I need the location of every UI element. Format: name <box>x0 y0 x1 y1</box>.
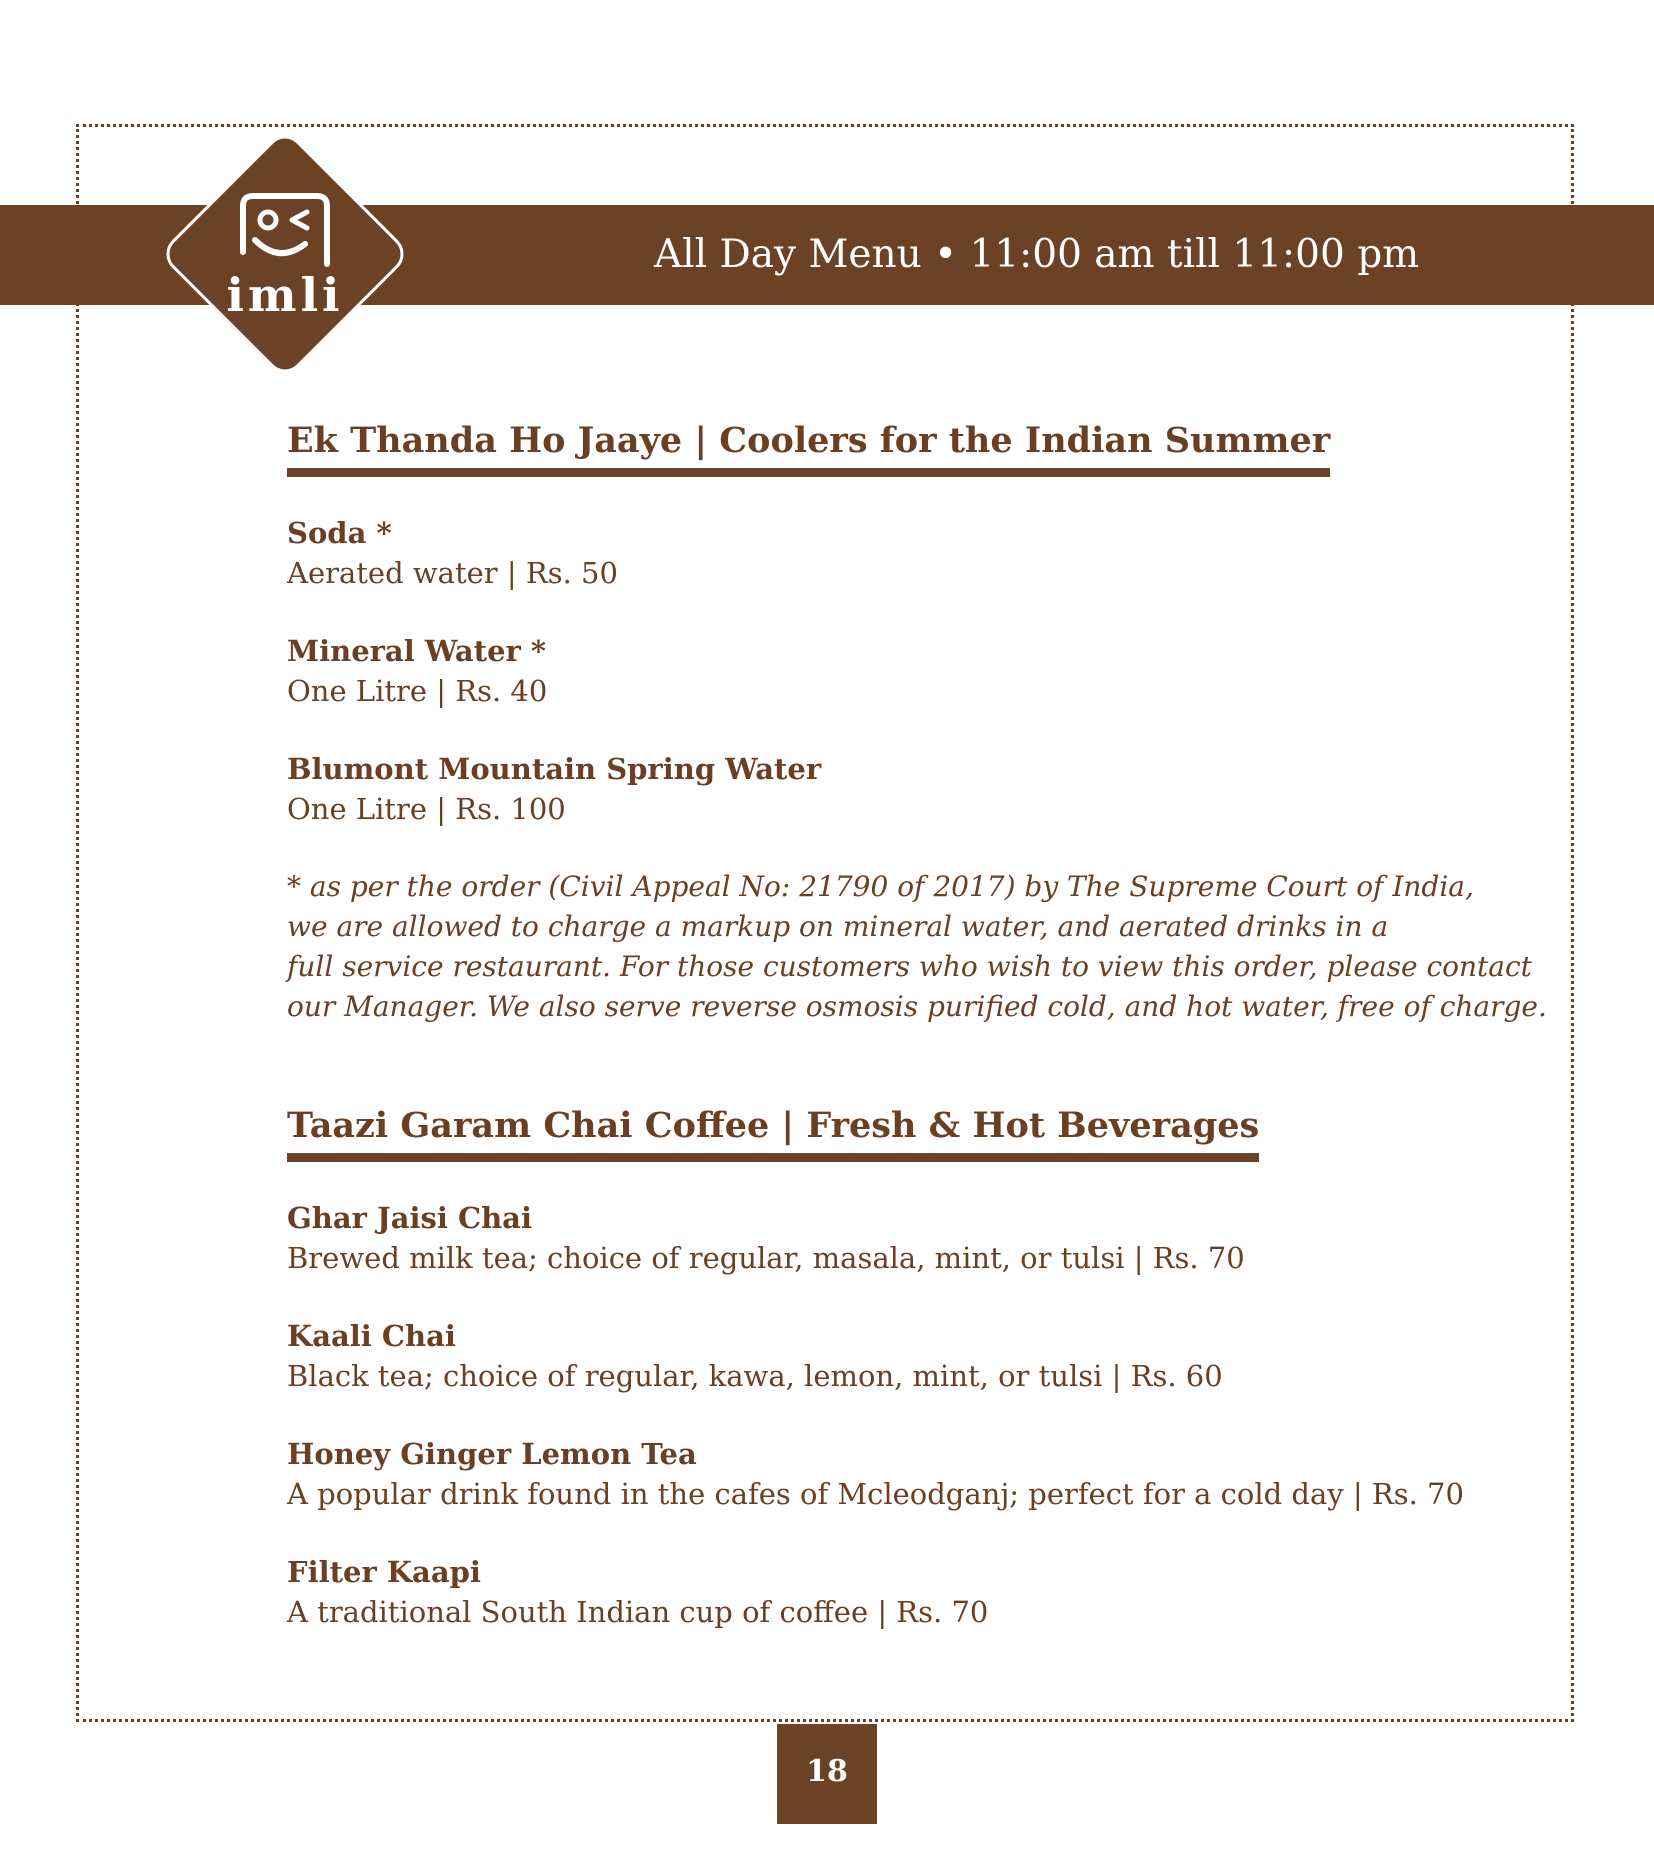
logo-diamond-icon <box>155 124 415 384</box>
item-name: Soda * <box>287 516 392 550</box>
menu-item <box>287 1316 1507 1396</box>
item-description: Aerated water | Rs. 50 <box>287 556 618 590</box>
footnote-line: we are allowed to charge a markup on mineral water, and aerated drinks in a <box>287 910 1389 943</box>
menu-content <box>287 420 1547 1670</box>
page-number: 18 <box>777 1724 877 1824</box>
menu-header-title: All Day Menu • 11:00 am till 11:00 pm <box>654 232 1420 277</box>
footnote-line: our Manager. We also serve reverse osmosis purified cold, and hot water, free of charge. <box>287 990 1547 1023</box>
footnote-line: * as per the order (Civil Appeal No: 21790 of 2017) by The Supreme Court of India, <box>287 870 1474 903</box>
item-name: Blumont Mountain Spring Water <box>287 752 822 786</box>
section-coolers <box>287 420 1547 1027</box>
item-name: Ghar Jaisi Chai <box>287 1201 532 1235</box>
item-description: Black tea; choice of regular, kawa, lemon, mint, or tulsi | Rs. 60 <box>287 1359 1223 1393</box>
item-name: Filter Kaapi <box>287 1555 481 1589</box>
item-name: Kaali Chai <box>287 1319 456 1353</box>
menu-item <box>287 513 1507 593</box>
menu-item <box>287 1552 1507 1632</box>
item-list <box>287 1198 1507 1632</box>
item-description: One Litre | Rs. 100 <box>287 792 566 826</box>
imli-logo <box>155 124 415 384</box>
section-hot-beverages <box>287 1105 1507 1632</box>
menu-item <box>287 749 1507 829</box>
menu-item <box>287 1198 1507 1278</box>
item-description: Brewed milk tea; choice of regular, masala, mint, or tulsi | Rs. 70 <box>287 1241 1245 1275</box>
item-name: Mineral Water * <box>287 634 547 668</box>
menu-item <box>287 631 1507 711</box>
footnote-line: full service restaurant. For those customers who wish to view this order, please contact <box>287 950 1532 983</box>
item-list <box>287 513 1507 829</box>
section-heading: Ek Thanda Ho Jaaye | Coolers for the Indian Summer <box>287 420 1330 477</box>
item-description: A popular drink found in the cafes of Mcleodganj; perfect for a cold day | Rs. 70 <box>287 1477 1464 1511</box>
legal-footnote <box>287 867 1547 1027</box>
section-heading: Taazi Garam Chai Coffee | Fresh & Hot Beverages <box>287 1105 1259 1162</box>
item-name: Honey Ginger Lemon Tea <box>287 1437 697 1471</box>
menu-item <box>287 1434 1507 1514</box>
item-description: A traditional South Indian cup of coffee | Rs. 70 <box>287 1595 989 1629</box>
logo-wordmark: imli <box>226 268 344 322</box>
item-description: One Litre | Rs. 40 <box>287 674 548 708</box>
